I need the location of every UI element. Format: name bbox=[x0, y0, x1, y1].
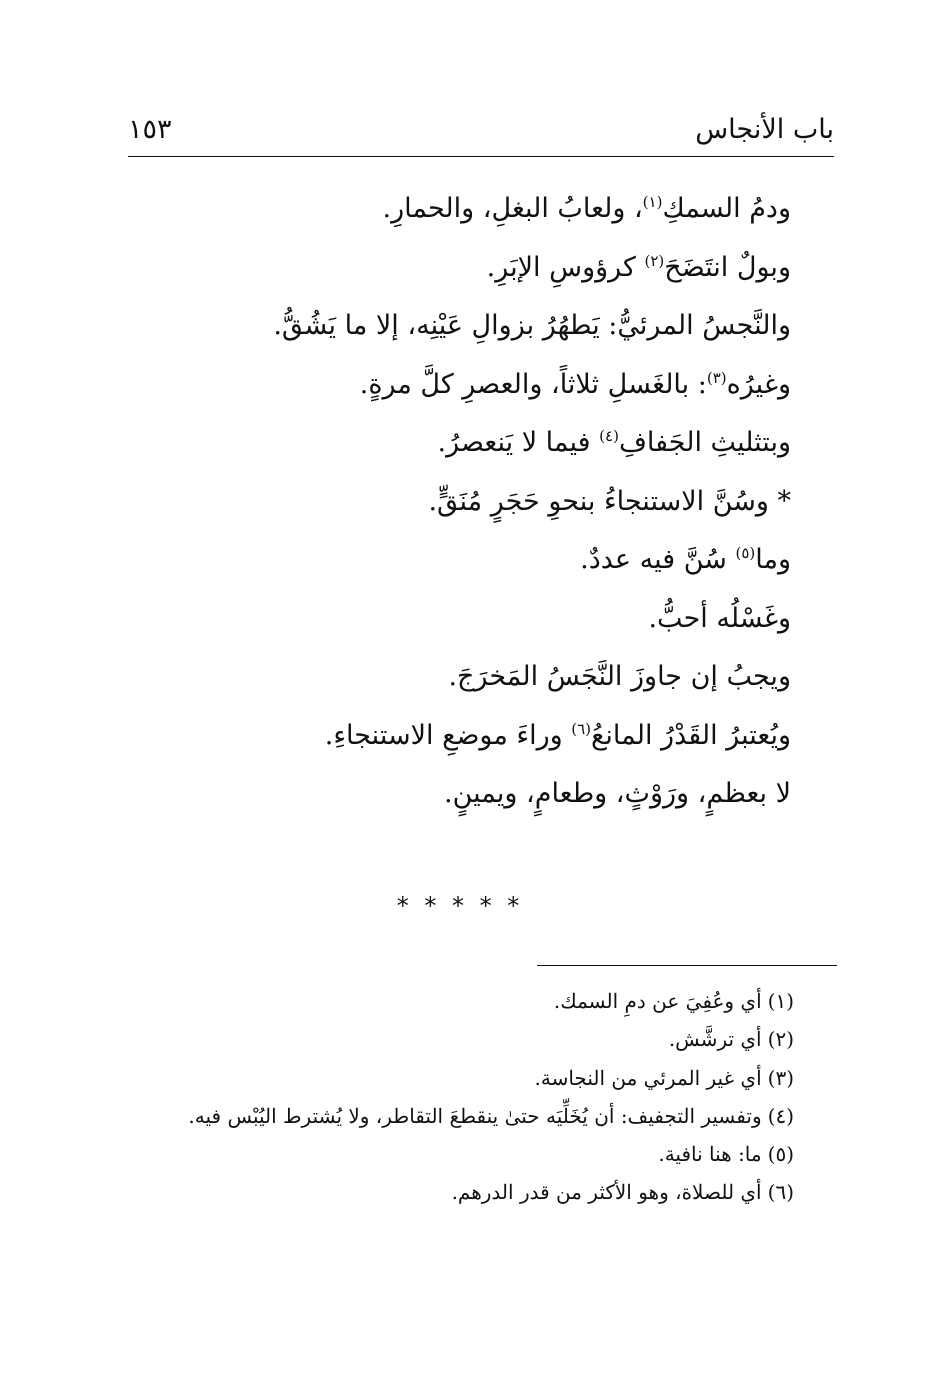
verse-text: وغيرُه bbox=[726, 368, 791, 400]
verse-line bbox=[151, 473, 791, 532]
verse-line bbox=[151, 297, 791, 356]
verse-text: كرؤوسِ الإبَرِ. bbox=[486, 251, 645, 283]
verse-text: ، ولعابُ البغلِ، والحمارِ. bbox=[382, 193, 643, 224]
verse-line bbox=[151, 180, 791, 239]
verse-line bbox=[151, 765, 791, 824]
footnote-marker: (٢) bbox=[644, 251, 665, 270]
footnote-item bbox=[114, 1173, 794, 1211]
footnote-item bbox=[114, 1059, 794, 1097]
footnote-number: (٦) bbox=[767, 1180, 794, 1205]
footnote-item bbox=[114, 1020, 794, 1058]
verse-text: لا بعظمٍ، ورَوْثٍ، وطعامٍ، ويمينٍ. bbox=[443, 778, 791, 809]
verse-text: والنَّجسُ المرئيُّ: يَطهُرُ بزوالِ عَيْنِه، إلا ما يَشُقُّ. bbox=[273, 310, 791, 341]
verse-text: وبولٌ انتَضَحَ bbox=[664, 251, 791, 283]
chapter-title: باب الأنجاس bbox=[695, 114, 834, 145]
verse-text: وبتثليثِ الجَفافِ bbox=[618, 427, 791, 458]
section-separator: * * * * * bbox=[396, 892, 524, 920]
footnote-number: (٤) bbox=[767, 1103, 794, 1128]
verse-text: ودمُ السمكِ bbox=[662, 193, 791, 224]
footnote-marker: (٥) bbox=[735, 544, 756, 562]
verse-line bbox=[151, 707, 791, 766]
footnote-text: أي ترشَّش. bbox=[668, 1027, 762, 1052]
footnote-number: (٢) bbox=[767, 1027, 794, 1052]
footnote-marker: (١) bbox=[642, 193, 663, 211]
footnote-divider bbox=[537, 965, 837, 966]
footnote-item bbox=[114, 982, 794, 1020]
verse-line bbox=[151, 648, 791, 707]
verse-text: وغَسْلُه أحبُّ. bbox=[648, 602, 791, 634]
footnote-marker: (٣) bbox=[706, 368, 727, 387]
verse-text: : بالغَسلِ ثلاثاً، والعصرِ كلَّ مرةٍ. bbox=[359, 368, 707, 400]
verse-line bbox=[151, 356, 791, 415]
verse-block bbox=[151, 180, 791, 824]
footnote-text: ما: هنا نافية. bbox=[658, 1142, 762, 1167]
page-number: ١٥٣ bbox=[128, 114, 172, 145]
footnote-text: أي وعُفِيَ عن دمِ السمك. bbox=[553, 989, 762, 1013]
running-header bbox=[128, 108, 834, 157]
verse-text: سُنَّ فيه عددٌ. bbox=[580, 544, 736, 575]
verse-text: فيما لا يَنعصرُ. bbox=[437, 427, 600, 458]
verse-text: وراءَ موضعِ الاستنجاءِ. bbox=[324, 719, 572, 751]
verse-line bbox=[151, 414, 791, 473]
verse-text: * وسُنَّ الاستنجاءُ بنحوِ حَجَرٍ مُنَقٍّ. bbox=[428, 485, 791, 517]
footnote-text: أي غير المرئي من النجاسة. bbox=[534, 1065, 762, 1090]
footnote-text: وتفسير التجفيف: أن يُخَلِّيَه حتىٰ ينقطعَ التقاطر، ولا يُشترط اليُبْس فيه. bbox=[188, 1103, 762, 1128]
footnote-number: (٥) bbox=[767, 1142, 794, 1167]
footnote-marker: (٤) bbox=[599, 427, 619, 445]
verse-text: ويُعتبرُ القَدْرُ المانعُ bbox=[591, 719, 791, 751]
footnote-item bbox=[114, 1097, 794, 1135]
footnote-number: (٣) bbox=[767, 1065, 794, 1090]
verse-line bbox=[151, 239, 791, 298]
verse-line bbox=[151, 531, 791, 590]
verse-text: وما bbox=[755, 544, 791, 575]
footnote-text: أي للصلاة، وهو الأكثر من قدر الدرهم. bbox=[451, 1180, 762, 1205]
verse-line bbox=[151, 590, 791, 649]
footnote-item bbox=[114, 1135, 794, 1173]
verse-text: ويجبُ إن جاوزَ النَّجَسُ المَخرَجَ. bbox=[448, 661, 791, 692]
footnotes-block bbox=[114, 982, 794, 1212]
footnote-marker: (٦) bbox=[571, 719, 592, 738]
footnote-number: (١) bbox=[767, 989, 794, 1013]
